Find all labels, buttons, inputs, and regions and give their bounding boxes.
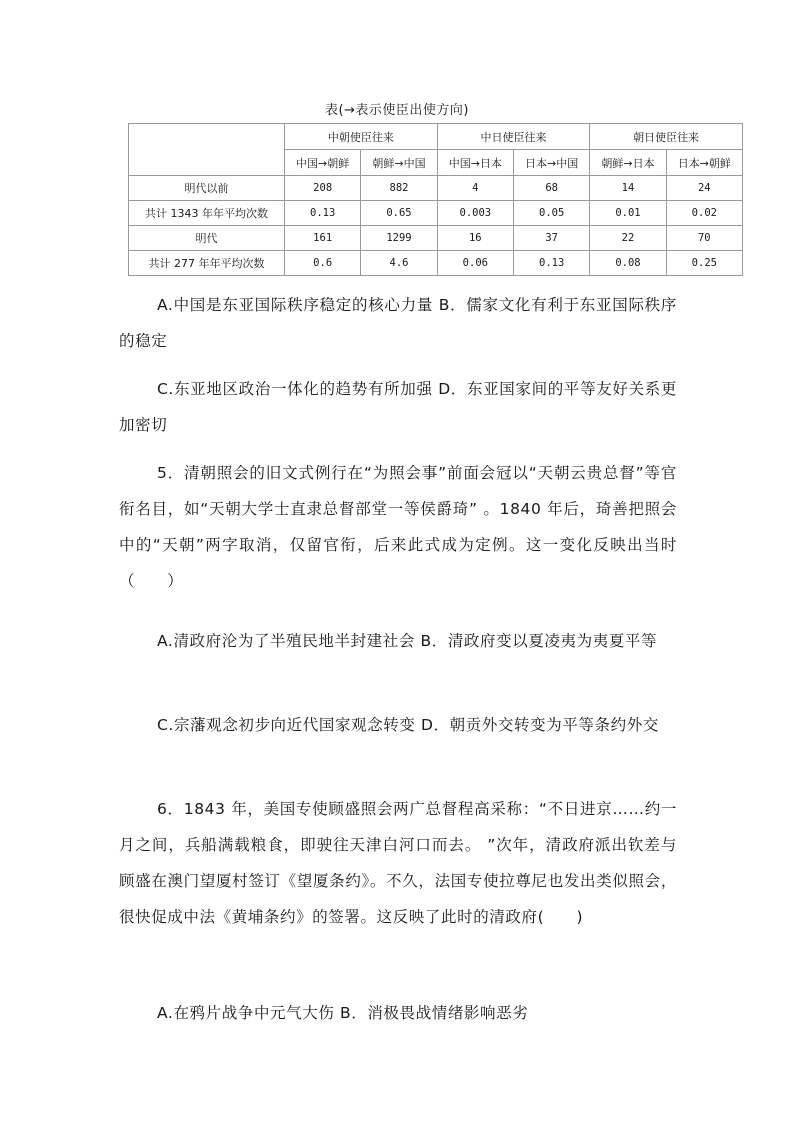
table-cell: 37: [513, 226, 589, 251]
table-cell: 14: [590, 176, 666, 201]
table-row: [129, 251, 743, 276]
table-cell: 0.6: [285, 251, 361, 276]
table-cell: 1299: [361, 226, 437, 251]
table-cell: 4: [437, 176, 513, 201]
row-label: 明代以前: [129, 176, 285, 201]
table-cell: 208: [285, 176, 361, 201]
q4-options-ab: A.中国是东亚国际秩序稳定的核心力量 B．儒家文化有利于东亚国际秩序的稳定: [119, 296, 677, 350]
direction-header: 日本→中国: [513, 150, 589, 176]
table-row: [129, 201, 743, 226]
direction-header: 中国→日本: [437, 150, 513, 176]
row-label: 明代: [129, 226, 285, 251]
table-row: [129, 176, 743, 201]
group-header-china-japan: 中日使臣往来: [437, 124, 590, 150]
table-cell: 0.13: [285, 201, 361, 226]
q5-options-ab: A.清政府沦为了半殖民地半封建社会 B．清政府变以夏凌夷为夷夏平等: [157, 632, 658, 650]
table-cell: 16: [437, 226, 513, 251]
table-cell: 0.05: [513, 201, 589, 226]
table-cell: 70: [666, 226, 742, 251]
group-header-china-korea: 中朝使臣往来: [285, 124, 438, 150]
q6-stem: 6．1843 年，美国专使顾盛照会两广总督程高采称：“不日进京……约一月之间，兵船满载粮食，即驶往天津白河口而去。 ”次年，清政府派出钦差与顾盛在澳门望厦村签订《望厦条约》。不久，法国专使拉尊尼也发出类似照会，很快促成中法《黄埔条约》的签署。这反映了此时的清政府( ): [119, 800, 677, 926]
table-cell: 0.01: [590, 201, 666, 226]
table-cell: 0.02: [666, 201, 742, 226]
q5-options-cd: C.宗藩观念初步向近代国家观念转变 D．朝贡外交转变为平等条约外交: [157, 716, 659, 734]
q4-options-cd: C.东亚地区政治一体化的趋势有所加强 D．东亚国家间的平等友好关系更加密切: [119, 380, 677, 434]
table-cell: 0.65: [361, 201, 437, 226]
table-header-row: [129, 124, 743, 150]
q5-stem: 5．清朝照会的旧文式例行在“为照会事”前面会冠以“天朝云贵总督”等官衔名目，如“天朝大学士直隶总督部堂一等侯爵琦” 。1840 年后，琦善把照会中的“天朝”两字取消，仅留官衔，后来此式成为定例。这一变化反映出当时（ ）: [119, 464, 677, 590]
row-label: 共计 277 年年平均次数: [129, 251, 285, 276]
table-row: [129, 226, 743, 251]
table-cell: 4.6: [361, 251, 437, 276]
table-cell: 22: [590, 226, 666, 251]
table-caption: 表(→表示使臣出使方向): [324, 103, 470, 118]
table-cell: 0.003: [437, 201, 513, 226]
table-cell: 161: [285, 226, 361, 251]
table-cell: 882: [361, 176, 437, 201]
direction-header: 朝鲜→中国: [361, 150, 437, 176]
q6-options-ab: A.在鸦片战争中元气大伤 B．消极畏战情绪影响恶劣: [157, 1004, 529, 1022]
table-cell: 0.06: [437, 251, 513, 276]
group-header-korea-japan: 朝日使臣往来: [590, 124, 743, 150]
direction-header: 日本→朝鲜: [666, 150, 742, 176]
direction-header: 朝鲜→日本: [590, 150, 666, 176]
table-cell: 68: [513, 176, 589, 201]
row-label: 共计 1343 年年平均次数: [129, 201, 285, 226]
table-cell: 24: [666, 176, 742, 201]
table-corner-cell: [129, 124, 285, 176]
table-cell: 0.25: [666, 251, 742, 276]
table-cell: 0.08: [590, 251, 666, 276]
table-cell: 0.13: [513, 251, 589, 276]
envoy-statistics-table: [128, 123, 743, 276]
direction-header: 中国→朝鲜: [285, 150, 361, 176]
